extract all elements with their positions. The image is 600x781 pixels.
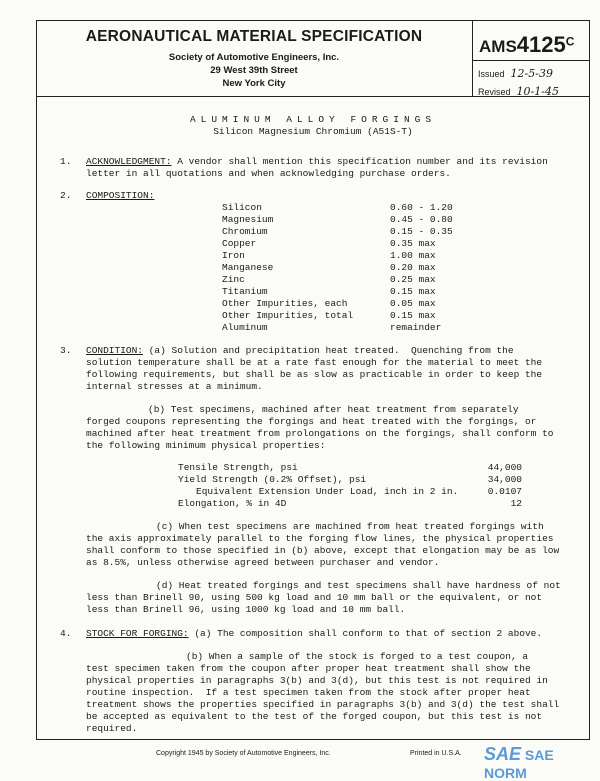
printed-notice: Printed in U.S.A. (410, 750, 462, 757)
society-street: 29 West 39th Street (210, 65, 298, 76)
composition-value: 0.15 max (390, 286, 436, 297)
section-1-heading: ACKNOWLEDGMENT: (86, 156, 172, 167)
property-value: 34,000 (487, 474, 522, 485)
sae-norm-logo (484, 744, 600, 781)
property-name: Tensile Strength, psi (178, 462, 298, 473)
property-value: 12 (510, 498, 522, 509)
ams-number: 4125 (516, 32, 566, 57)
doc-title: ALUMINUM ALLOY FORGINGS (189, 114, 437, 125)
composition-value: 0.35 max (390, 238, 436, 249)
property-name: Equivalent Extension Under Load, inch in 2 in. (196, 486, 459, 497)
section-3-number: 3. (60, 345, 72, 356)
spec-title: AERONAUTICAL MATERIAL SPECIFICATION (85, 28, 423, 45)
issued-line (478, 67, 553, 80)
section-3-text: solution temperature shall be at a rate fast enough for the material to meet the (86, 357, 543, 368)
composition-element: Other Impurities, each (222, 298, 348, 309)
section-4-heading: STOCK FOR FORGING: (86, 628, 189, 639)
society-city: New York City (222, 78, 286, 89)
section-3d-text: less than Brinell 96, using 1000 kg load and 10 mm ball. (86, 604, 406, 615)
composition-value: 0.05 max (390, 298, 436, 309)
ams-box-divider (472, 60, 590, 61)
section-3b-text: the following minimum physical properties: (86, 440, 326, 451)
section-4b-text: treatment shows the properties specified in paragraphs 3(b) and 3(d) the test shall (86, 699, 560, 710)
section-3b-text: forged coupons representing the forgings and heat treated with the forgings, or (86, 416, 537, 427)
section-3d-text: less than Brinell 90, using 500 kg load and 10 mm ball or the equivalent, or not (86, 592, 543, 603)
section-4b-text: be accepted as equivalent to the test of the forged coupon, but this test is not (86, 711, 543, 722)
issued-date: 12-5-39 (510, 67, 553, 80)
ams-number-box (479, 32, 574, 58)
section-4b-text: test specimen taken from the coupon after proper heat treatment shall show the (86, 663, 531, 674)
section-4b-text: required. (86, 723, 138, 734)
composition-element: Silicon (222, 202, 262, 213)
section-2-heading: COMPOSITION: (86, 190, 155, 201)
property-name: Elongation, % in 4D (178, 498, 287, 509)
composition-element: Other Impurities, total (222, 310, 354, 321)
section-3b-text: (b) Test specimens, machined after heat treatment from separately (148, 404, 519, 415)
society-name: Society of Automotive Engineers, Inc. (168, 52, 340, 63)
section-3-text: (a) Solution and precipitation heat treated. Quenching from the (143, 345, 514, 356)
composition-value: 1.00 max (390, 250, 436, 261)
composition-element: Zinc (222, 274, 245, 285)
section-4-line (86, 628, 542, 640)
section-3-line (86, 345, 514, 357)
composition-value: 0.15 - 0.35 (390, 226, 453, 237)
section-3c-text: (c) When test specimens are machined from heat treated forgings with (156, 521, 544, 532)
composition-element: Iron (222, 250, 245, 261)
section-4-number: 4. (60, 628, 72, 639)
sae-logo-mark: SAE (484, 744, 522, 764)
composition-value: 0.45 - 0.80 (390, 214, 453, 225)
revised-label: Revised (478, 87, 511, 97)
section-3b-text: machined after heat treatment from prolongations on the forgings, shall conform to (86, 428, 554, 439)
composition-value: 0.60 - 1.20 (390, 202, 453, 213)
property-name: Yield Strength (0.2% Offset), psi (178, 474, 367, 485)
doc-subtitle: Silicon Magnesium Chromium (A51S-T) (213, 126, 413, 137)
section-3-heading: CONDITION: (86, 345, 144, 356)
section-1-number: 1. (60, 156, 72, 167)
issued-label: Issued (478, 69, 505, 79)
section-3c-text: shall conform to those specified in (b) above, except that elongation may be as low (86, 545, 560, 556)
section-3c-text: as 8.5%, unless otherwise agreed between purchaser and vendor. (86, 557, 440, 568)
ams-prefix: AMS (479, 37, 517, 56)
section-1-text: letter in all quotations and when acknowledging purchase orders. (86, 168, 451, 179)
property-value: 0.0107 (487, 486, 522, 497)
composition-element: Manganese (222, 262, 274, 273)
revised-date: 10-1-45 (516, 85, 559, 98)
section-4b-text: (b) When a sample of the stock is forged to a test coupon, a (186, 651, 529, 662)
section-2-number: 2. (60, 190, 72, 201)
section-4b-text: physical properties in paragraphs 3(b) and 3(d), but this test is not required in (86, 675, 548, 686)
section-3d-text: (d) Heat treated forgings and test specimens shall have hardness of not (156, 580, 561, 591)
composition-value: 0.15 max (390, 310, 436, 321)
composition-element: Magnesium (222, 214, 274, 225)
composition-value: 0.25 max (390, 274, 436, 285)
property-value: 44,000 (487, 462, 522, 473)
revised-line (478, 85, 559, 98)
section-1-text: A vendor shall mention this specification number and its revision (171, 156, 548, 167)
sae-logo-text: SAE NORM (484, 747, 554, 781)
section-1-line (86, 156, 548, 168)
header-vertical-divider (472, 20, 473, 96)
composition-value: 0.20 max (390, 262, 436, 273)
copyright-notice: Copyright 1945 by Society of Automotive Engineers, Inc. (156, 750, 331, 757)
section-4b-text: routine inspection. If a test specimen taken from the stock after proper heat (86, 687, 531, 698)
ams-suffix: C (565, 34, 575, 49)
composition-element: Copper (222, 238, 257, 249)
composition-element: Titanium (222, 286, 268, 297)
section-3-text: following requirements, but shall be as slow as practicable in order to keep the (86, 369, 543, 380)
composition-value: remainder (390, 322, 442, 333)
composition-element: Aluminum (222, 322, 268, 333)
section-4-text: (a) The composition shall conform to that of section 2 above. (188, 628, 543, 639)
composition-element: Chromium (222, 226, 268, 237)
section-3-text: internal stresses at a minimum. (86, 381, 263, 392)
section-3c-text: the axis approximately parallel to the forging flow lines, the physical properties (86, 533, 554, 544)
